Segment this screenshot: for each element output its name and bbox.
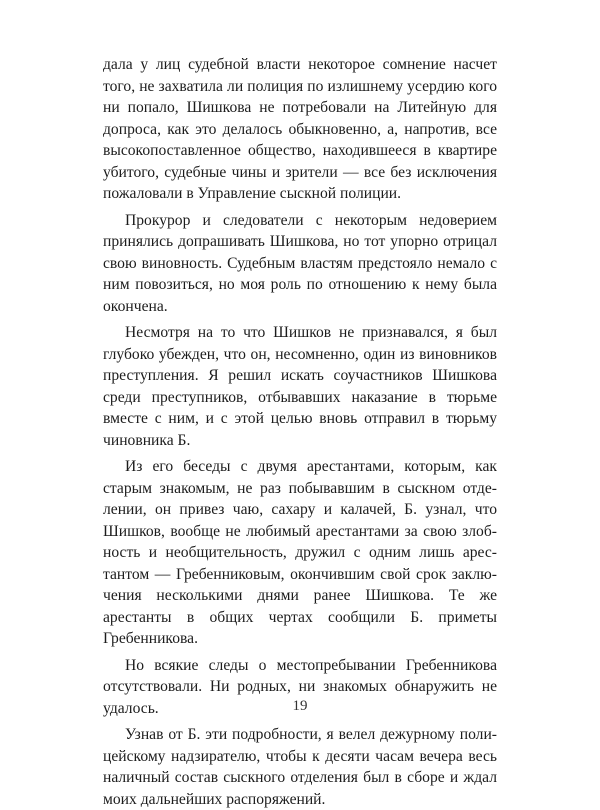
paragraph: дала у лиц судебной власти некоторое сомнение насчет того, не захватила ли полиция по излишнему усердию кого ни попало, Шишкова не потребовали на Литейную для допроса, как это делалось обыкновенно, а, напротив, все высокопоставленное общество, находившееся в квартире убитого, судебные чины и зрители — все без исключения пожаловали в Управление сыскной полиции. [103,56,497,202]
paragraph: Из его беседы с двумя арестантами, которым, как старым знакомым, не раз побывавшим в сыскном отделении, он привез чаю, сахару и калачей, Б. узнал, что Шишков, вообще не любимый арестантами за свою злобность и необщительность, дружил с одним лишь арестантом — Гребенниковым, окончившим свой срок заключения несколькими днями ранее Шишкова. Те же арестанты в общих чертах сообщили Б. приметы Гребенникова. [103,458,497,647]
paragraph: Прокурор и следователи с некоторым недоверием принялись допрашивать Шишкова, но тот упорно отрицал свою виновность. Судебным властям предстояло немало с ним повозиться, но моя роль по отношению к нему была окончена. [103,211,497,315]
paragraph: Несмотря на то что Шишков не признавался, я был глубоко убежден, что он, несомненно, один из виновников преступления. Я решил искать соучастников Шишкова среди преступников, отбывавших наказание в тюрьме вместе с ним, и с этой целью вновь отправил в тюрьму чиновника Б. [103,324,497,449]
paragraph: Но всякие следы о местопребывании Гребенникова отсутствовали. Ни родных, ни знакомых обнаружить не удалось. [103,656,497,717]
page-body [103,54,497,810]
paragraph: Узнав от Б. эти подробности, я велел дежурному полицейскому надзирателю, чтобы к десяти часам вечера весь наличный состав сыскного отделения был в сборе и ждал моих дальнейших распоряжений. [103,726,497,808]
page-number: 19 [292,698,308,714]
